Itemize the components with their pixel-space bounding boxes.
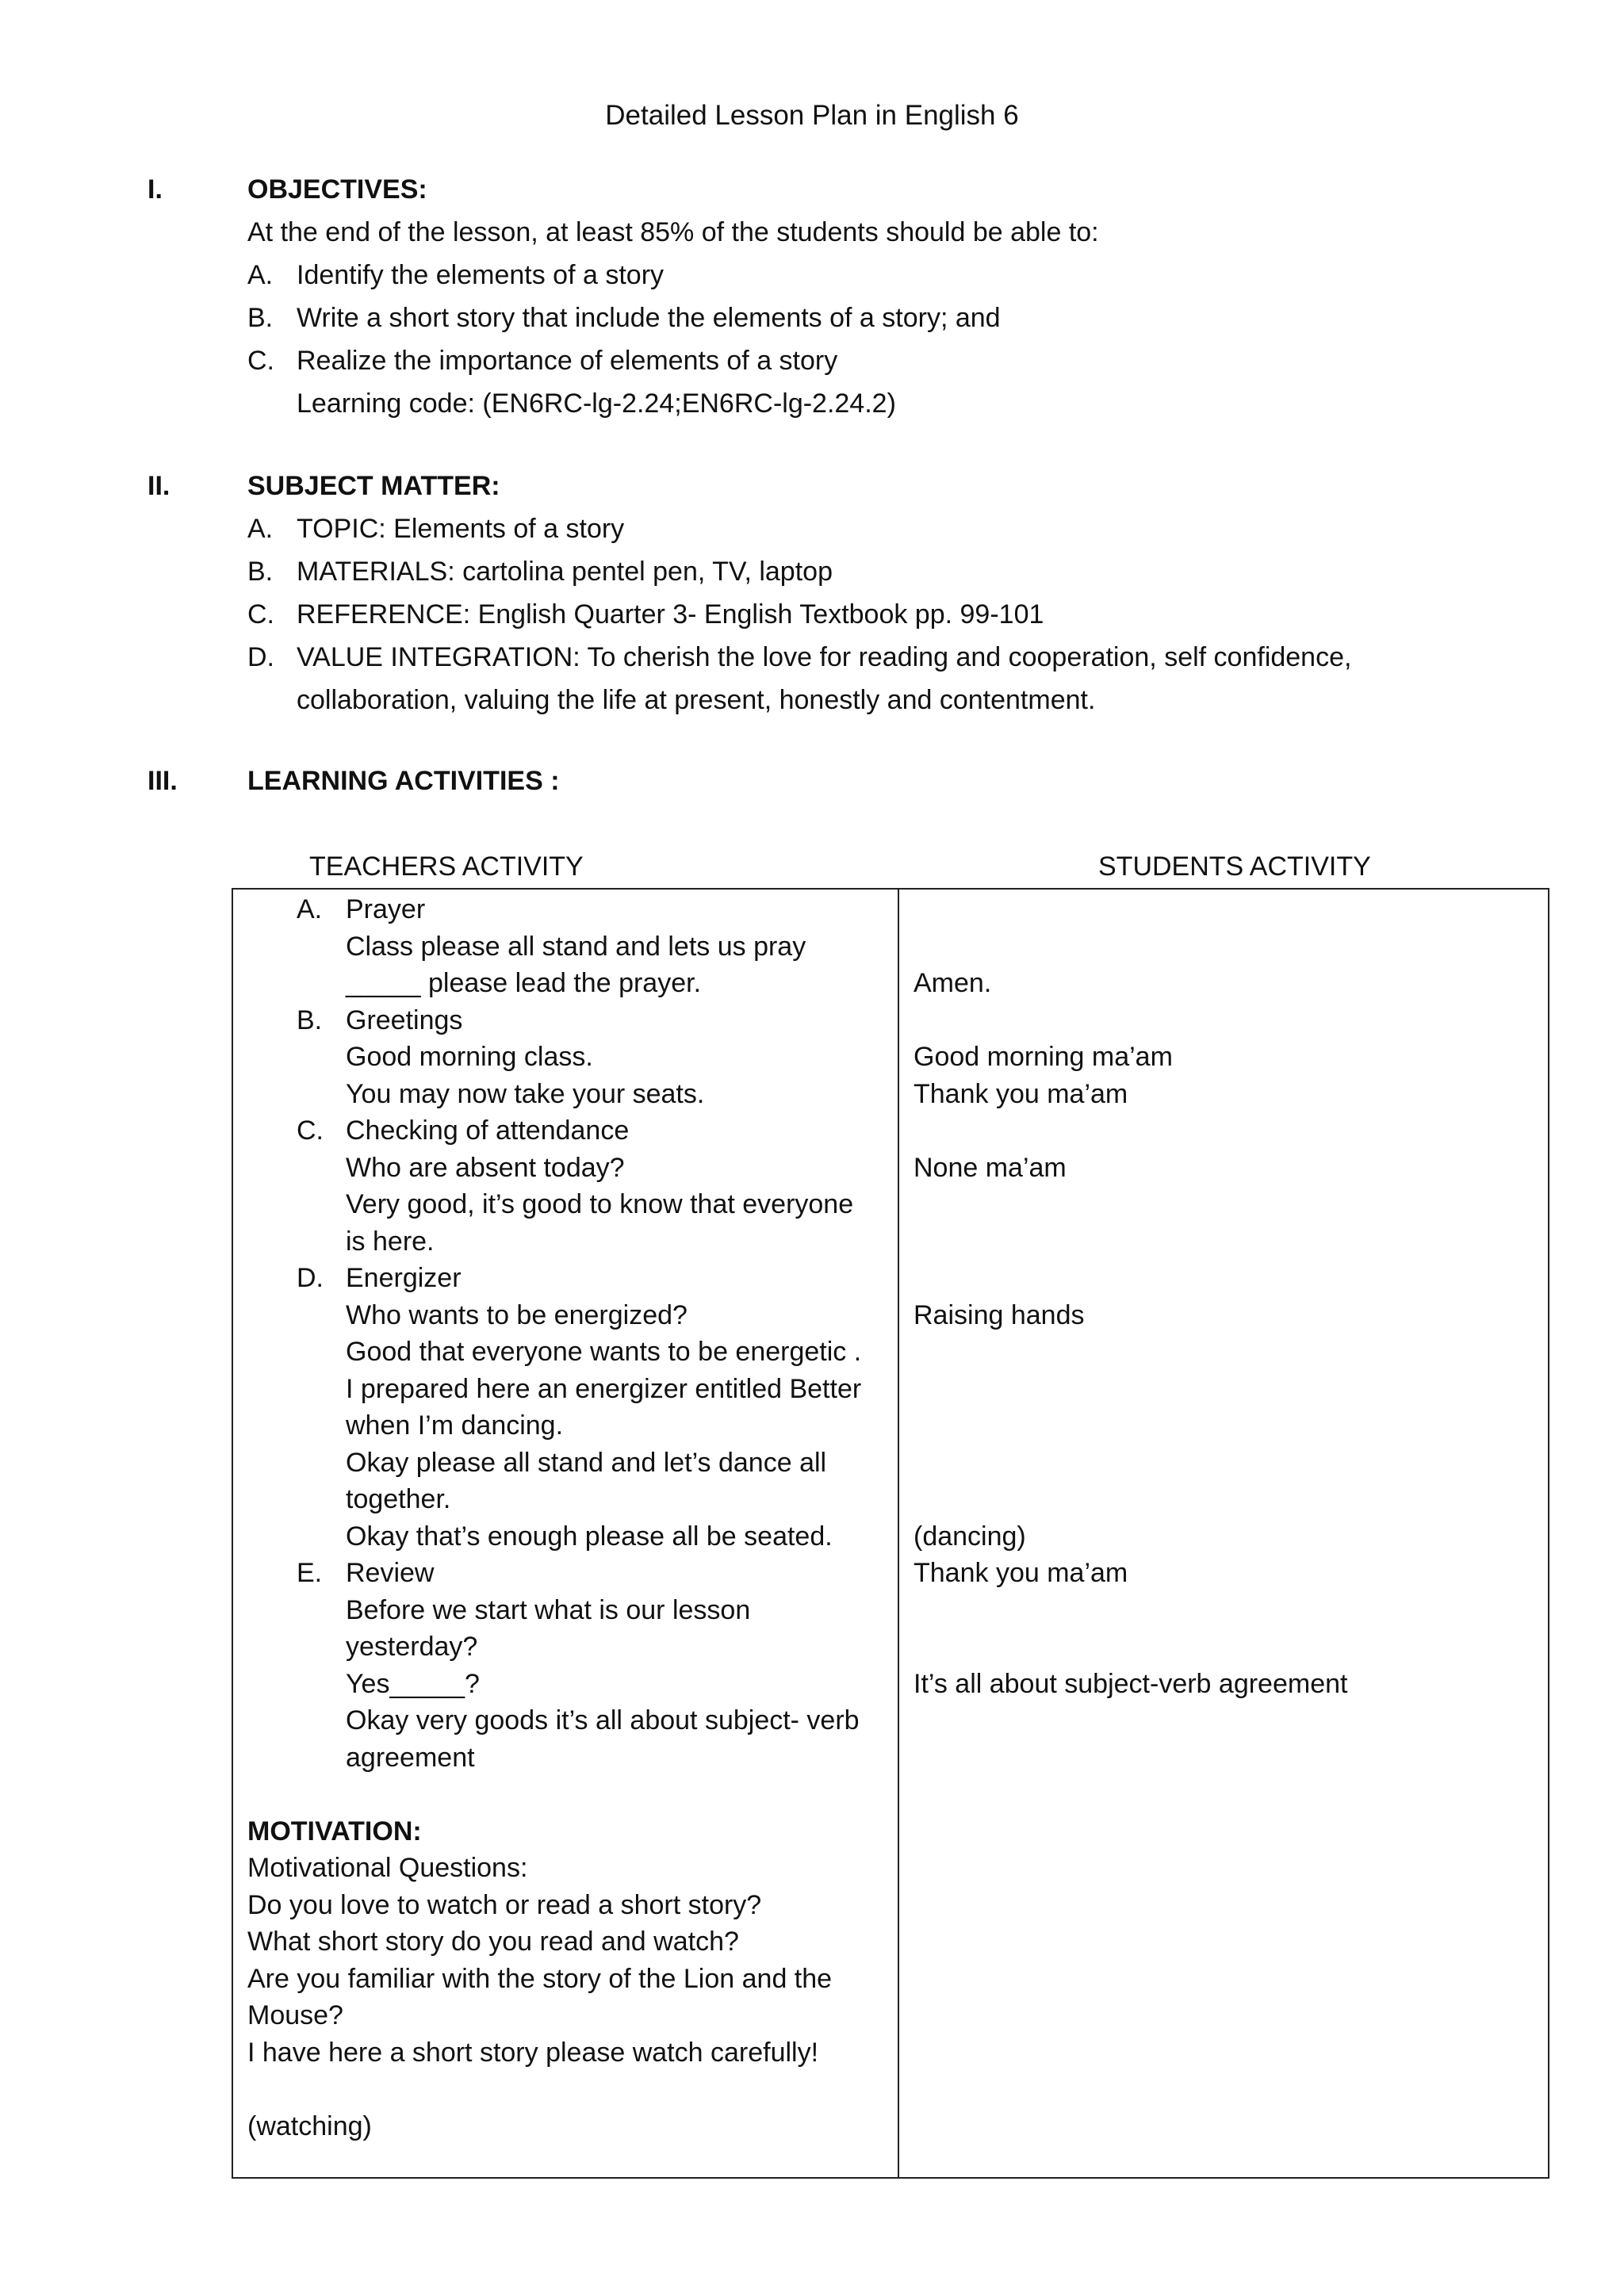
teacher-activity-line [247, 1186, 890, 1223]
student-activity-line [914, 928, 1540, 966]
activity-letter: C. [297, 1115, 324, 1146]
student-activity-line [914, 1481, 1540, 1518]
teacher-activity-line [247, 1555, 890, 1592]
section-numeral: III. [147, 766, 178, 796]
activity-step-title: Prayer [346, 894, 426, 924]
activity-table [232, 888, 1549, 2179]
teacher-activity-line [247, 2108, 890, 2145]
teacher-activity-line [247, 1887, 890, 1924]
activity-letter: A. [297, 894, 323, 924]
subject-matter-heading-row [0, 465, 1507, 507]
student-response: Thank you ma’am [914, 1078, 1128, 1109]
teacher-activity-line [247, 1592, 890, 1629]
item-letter: A. [247, 260, 274, 290]
activity-text: Okay very goods it’s all about subject- verb [346, 1705, 860, 1735]
activity-text: Who wants to be energized? [346, 1299, 688, 1330]
activity-text: Okay please all stand and let’s dance all [346, 1447, 827, 1478]
item-text: REFERENCE: English Quarter 3- English Textbook pp. 99-101 [297, 599, 1044, 629]
student-activity-line [914, 1445, 1540, 1482]
teacher-activity-cell [247, 891, 890, 2145]
teacher-activity-line [247, 1112, 890, 1150]
student-response: None ma’am [914, 1152, 1067, 1183]
student-activity-line [914, 1407, 1540, 1445]
student-activity-line [914, 1371, 1540, 1408]
activity-text: Who are absent today? [346, 1152, 625, 1183]
student-activity-line [914, 1002, 1540, 1039]
student-response: (dancing) [914, 1521, 1026, 1552]
activity-text: I have here a short story please watch carefully! [247, 2037, 819, 2068]
activity-step-title: Review [346, 1558, 435, 1588]
activity-text: Class please all stand and lets us pray [346, 931, 806, 962]
student-activity-line [914, 1297, 1540, 1334]
student-response: Raising hands [914, 1299, 1085, 1330]
teacher-activity-line [247, 1334, 890, 1371]
student-activity-cell [914, 891, 1540, 1702]
activity-text: You may now take your seats. [346, 1078, 705, 1109]
item-letter: C. [247, 599, 274, 629]
teacher-activity-line [247, 1481, 890, 1518]
student-activity-line [914, 1628, 1540, 1666]
activity-text: is here. [346, 1226, 435, 1257]
teacher-activity-line [247, 1518, 890, 1556]
teacher-activity-line [247, 1923, 890, 1961]
item-letter: D. [247, 642, 274, 672]
activity-letter: B. [297, 1004, 323, 1035]
teacher-activity-line [247, 928, 890, 966]
learning-activities-heading-row [0, 760, 1507, 802]
activity-column-headers [0, 845, 1624, 888]
teacher-activity-line [247, 2034, 890, 2072]
teacher-activity-line [247, 1850, 890, 1887]
section-heading: LEARNING ACTIVITIES : [247, 766, 560, 796]
activity-letter: E. [297, 1558, 323, 1588]
document-title: Detailed Lesson Plan in English 6 [605, 100, 1019, 131]
activity-text: (watching) [247, 2110, 372, 2141]
teacher-activity-line [247, 1039, 890, 1076]
student-activity-line [914, 1150, 1540, 1187]
student-response: Thank you ma’am [914, 1558, 1128, 1588]
activity-step-title: Energizer [346, 1263, 462, 1293]
student-response: Amen. [914, 968, 992, 998]
teacher-activity-line [247, 1407, 890, 1445]
teacher-activity-line [247, 1813, 890, 1850]
activity-letter: D. [297, 1263, 324, 1293]
student-activity-line [914, 965, 1540, 1002]
student-activity-line [914, 891, 1540, 928]
objectives-heading-row [0, 168, 1507, 211]
item-text: Write a short story that include the elements of a story; and [297, 303, 1001, 333]
activity-text: Good that everyone wants to be energetic . [346, 1337, 862, 1367]
objectives-section [0, 168, 1624, 430]
item-text: MATERIALS: cartolina pentel pen, TV, laptop [297, 557, 833, 587]
student-activity-line [914, 1260, 1540, 1297]
learning-code: Learning code: (EN6RC-lg-2.24;EN6RC-lg-2.24.2) [297, 388, 896, 419]
activity-text: Yes_____? [346, 1668, 480, 1699]
activity-text: yesterday? [346, 1632, 478, 1662]
section-numeral: I. [147, 174, 163, 205]
teacher-activity-line [247, 1739, 890, 1777]
teacher-activity-line [247, 1260, 890, 1297]
learning-activities-section [0, 760, 1624, 807]
teacher-activity-line [247, 1445, 890, 1482]
activity-text: I prepared here an energizer entitled Better [346, 1373, 862, 1404]
activity-text: Very good, it’s good to know that everyone [346, 1189, 854, 1219]
activity-text: Before we start what is our lesson [346, 1594, 751, 1625]
activity-step-title: Greetings [346, 1004, 463, 1035]
teacher-activity-line [247, 1371, 890, 1408]
activity-text: Good morning class. [346, 1042, 593, 1072]
item-continuation: collaboration, valuing the life at present, honestly and contentment. [297, 685, 1096, 715]
student-activity-line [914, 1334, 1540, 1371]
student-activity-line [914, 1592, 1540, 1629]
student-response: Good morning ma’am [914, 1042, 1173, 1072]
teacher-activity-line [247, 1150, 890, 1187]
teacher-activity-line [247, 1666, 890, 1703]
student-activity-header: STUDENTS ACTIVITY [1098, 851, 1371, 882]
item-text: Realize the importance of elements of a story [297, 346, 838, 376]
student-activity-line [914, 1186, 1540, 1223]
activity-text: Do you love to watch or read a short story? [247, 1889, 762, 1920]
activity-text: Are you familiar with the story of the Lion and the [247, 1963, 833, 1994]
column-divider [898, 890, 899, 2177]
teacher-activity-line [247, 1776, 890, 1813]
subject-matter-section [0, 465, 1624, 726]
teacher-activity-line [247, 965, 890, 1002]
teacher-activity-line [247, 1223, 890, 1261]
activity-text: together. [346, 1484, 451, 1514]
item-letter: A. [247, 514, 274, 544]
activity-text: Okay that’s enough please all be seated. [346, 1521, 833, 1552]
item-letter: B. [247, 303, 274, 333]
student-activity-line [914, 1555, 1540, 1592]
item-text: Identify the elements of a story [297, 260, 665, 290]
item-text: TOPIC: Elements of a story [297, 514, 625, 544]
teacher-activity-line [247, 1961, 890, 1998]
activity-text: Mouse? [247, 2000, 343, 2030]
student-activity-line [914, 1666, 1540, 1703]
teacher-activity-line [247, 1297, 890, 1334]
item-letter: B. [247, 557, 274, 587]
teacher-activity-line [247, 1628, 890, 1666]
activity-text: _____ please lead the prayer. [346, 968, 702, 998]
activity-step-title: Checking of attendance [346, 1115, 630, 1146]
teacher-activity-line [247, 1002, 890, 1039]
item-letter: C. [247, 346, 274, 376]
teacher-activity-line [247, 891, 890, 928]
activity-text: What short story do you read and watch? [247, 1927, 739, 1957]
section-heading: SUBJECT MATTER: [247, 471, 500, 501]
section-heading: OBJECTIVES: [247, 174, 427, 205]
activity-text: Motivational Questions: [247, 1853, 528, 1883]
activity-text: when I’m dancing. [346, 1410, 564, 1441]
student-activity-line [914, 1076, 1540, 1113]
activity-text: agreement [346, 1742, 475, 1773]
student-activity-line [914, 1039, 1540, 1076]
teacher-activity-header: TEACHERS ACTIVITY [309, 851, 584, 882]
student-response: It’s all about subject-verb agreement [914, 1668, 1348, 1699]
student-activity-line [914, 1112, 1540, 1150]
student-activity-line [914, 1518, 1540, 1556]
objectives-intro: At the end of the lesson, at least 85% of the students should be able to: [247, 217, 1099, 247]
teacher-activity-line [247, 2071, 890, 2108]
student-activity-line [914, 1223, 1540, 1261]
teacher-activity-line [247, 1997, 890, 2034]
teacher-activity-line [247, 1076, 890, 1113]
section-numeral: II. [147, 471, 170, 501]
teacher-activity-line [247, 1702, 890, 1739]
subheading: MOTIVATION: [247, 1816, 422, 1846]
item-text: VALUE INTEGRATION: To cherish the love for reading and cooperation, self confidence, [297, 642, 1352, 672]
